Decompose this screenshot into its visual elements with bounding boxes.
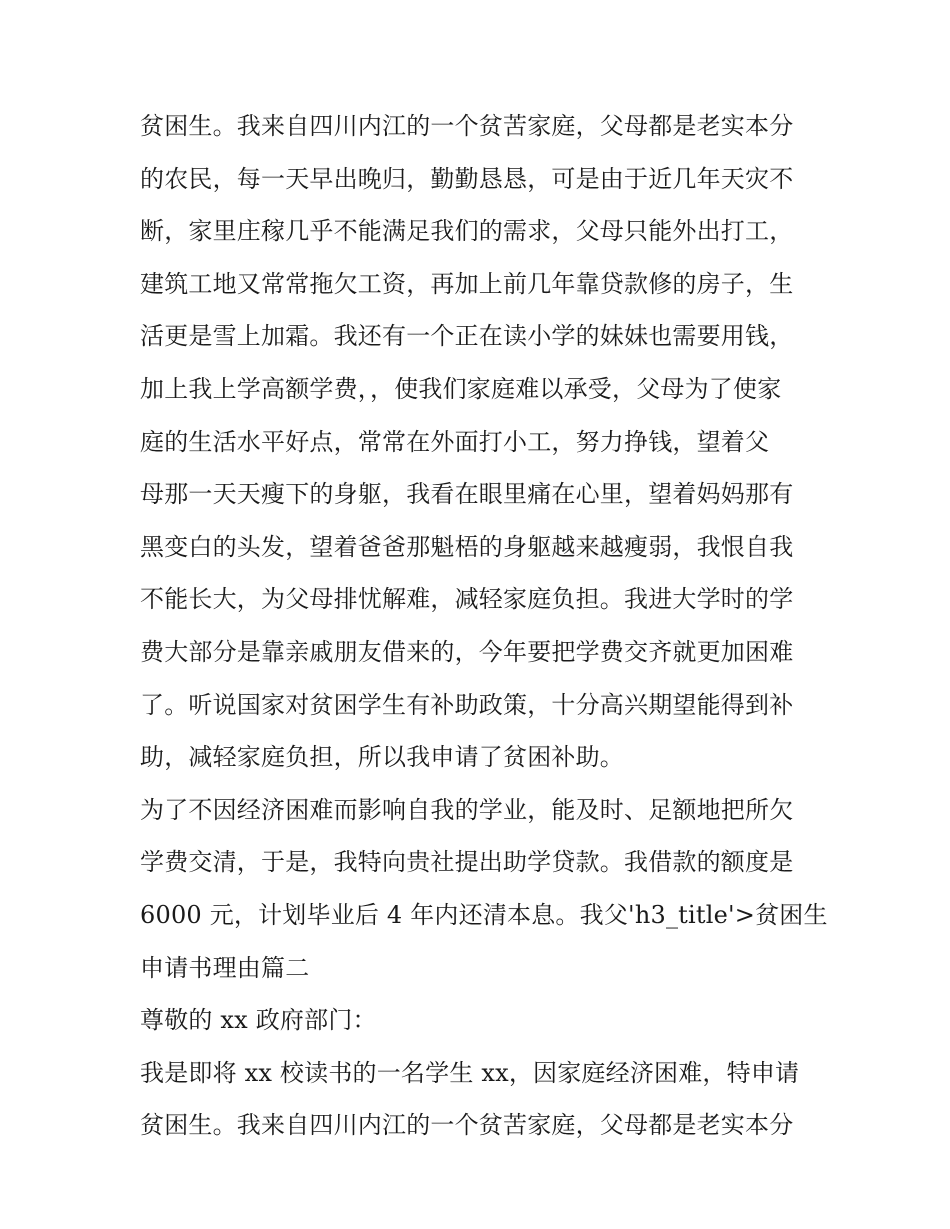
text-line: 学费交清，于是，我特向贵社提出助学贷款。我借款的额度是 xyxy=(140,848,794,877)
text-line: 建筑工地又常常拖欠工资，再加上前几年靠贷款修的房子，生 xyxy=(140,269,794,298)
text-line: 我是即将 xx 校读书的一名学生 xx，因家庭经济困难，特申请 xyxy=(140,1058,800,1087)
text-line: 加上我上学高额学费，，使我们家庭难以承受，父母为了使家 xyxy=(140,374,782,403)
text-line: 活更是雪上加霜。我还有一个正在读小学的妹妹也需要用钱， xyxy=(140,322,794,351)
text-line: 助，减轻家庭负担，所以我申请了贫困补助。 xyxy=(140,743,624,772)
text-line: 庭的生活水平好点，常常在外面打小工，努力挣钱，望着父 xyxy=(140,427,770,456)
text-line: 黑变白的头发，望着爸爸那魁梧的身躯越来越瘦弱，我恨自我 xyxy=(140,532,794,561)
salutation: 尊敬的 xx 政府部门： xyxy=(140,1006,377,1035)
text-line: 贫困生。我来自四川内江的一个贫苦家庭，父母都是老实本分 xyxy=(140,112,794,140)
text-line: 断，家里庄稼几乎不能满足我们的需求，父母只能外出打工， xyxy=(140,217,794,246)
text-line: 不能长大，为父母排忧解难，减轻家庭负担。我进大学时的学 xyxy=(140,585,794,614)
section-heading: 申请书理由篇二 xyxy=(140,953,310,982)
text-line: 了。听说国家对贫困学生有补助政策，十分高兴期望能得到补 xyxy=(140,690,794,719)
text-line: 6000 元，计划毕业后 4 年内还清本息。我父'h3_title'>贫困生 xyxy=(140,900,828,929)
text-line: 贫困生。我来自四川内江的一个贫苦家庭，父母都是老实本分 xyxy=(140,1111,794,1140)
document-page xyxy=(140,100,828,1152)
text-line: 母那一天天瘦下的身躯，我看在眼里痛在心里，望着妈妈那有 xyxy=(140,480,794,509)
text-line: 的农民，每一天早出晚归，勤勤恳恳，可是由于近几年天灾不 xyxy=(140,164,794,193)
text-line: 为了不因经济困难而影响自我的学业，能及时、足额地把所欠 xyxy=(140,795,794,824)
text-line: 费大部分是靠亲戚朋友借来的，今年要把学费交齐就更加困难 xyxy=(140,637,794,666)
